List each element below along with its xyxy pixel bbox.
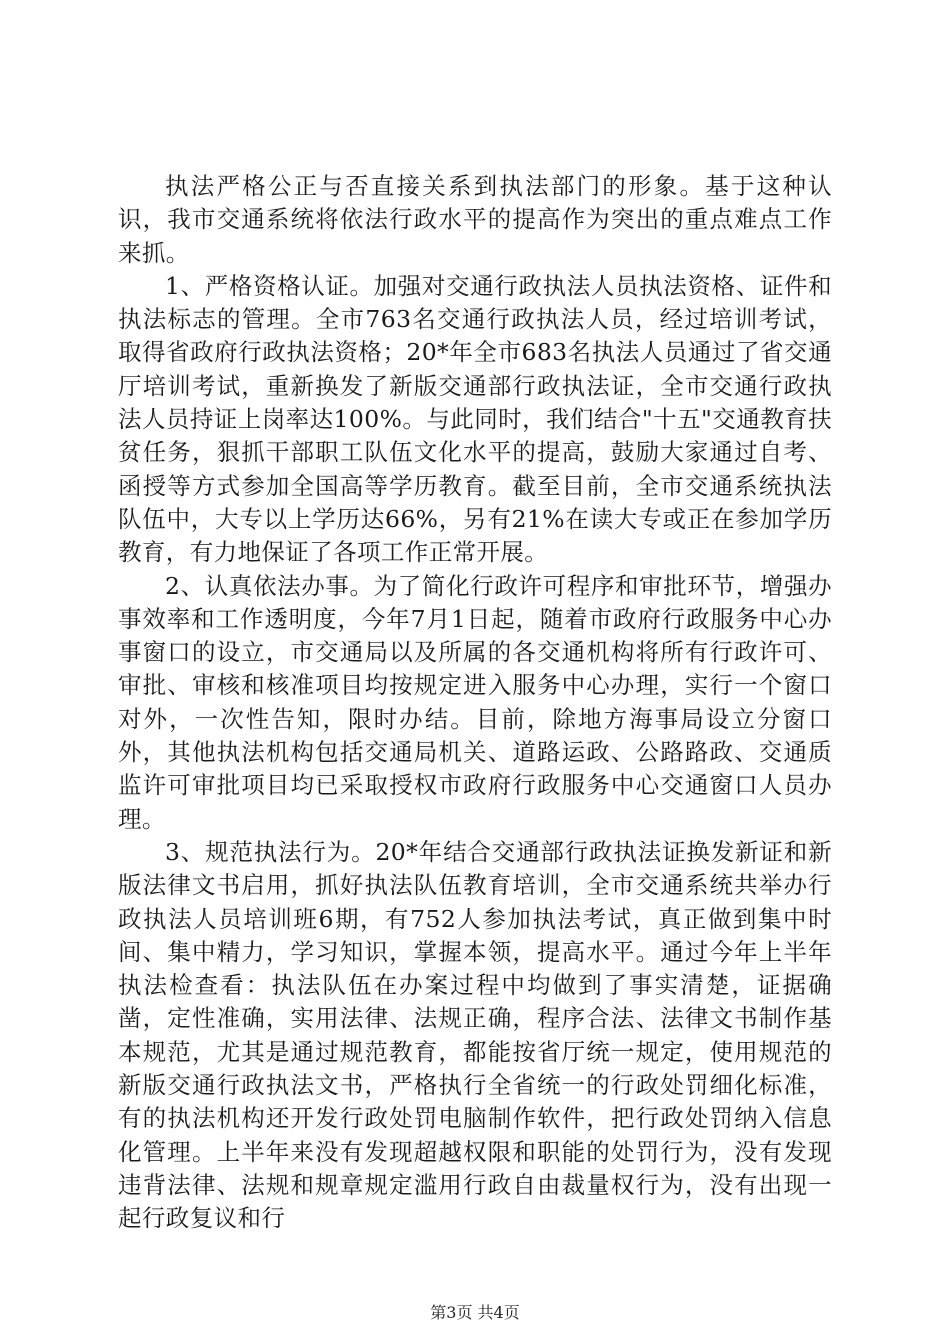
paragraph-intro: 执法严格公正与否直接关系到执法部门的形象。基于这种认识，我市交通系统将依法行政水平的提高作为突出的重点难点工作来抓。 bbox=[118, 172, 832, 267]
paragraph-lawful-handling: 2、认真依法办事。为了简化行政许可程序和审批环节，增强办事效率和工作透明度，今年7月1日起，随着市政府行政服务中心办事窗口的设立，市交通局以及所属的各交通机构将所有行政许可、审批、审核和核准项目均按规定进入服务中心办理，实行一个窗口对外，一次性告知，限时办结。目前，除地方海事局设立分窗口外，其他执法机构包括交通局机关、道路运政、公路路政、交通质监许可审批项目均已采取授权市政府行政服务中心交通窗口人员办理。 bbox=[118, 571, 832, 833]
document-body bbox=[118, 170, 832, 1236]
page-number-footer: 第3页 共4页 bbox=[430, 1303, 520, 1322]
paragraph-qualification: 1、严格资格认证。加强对交通行政执法人员执法资格、证件和执法标志的管理。全市763名交通行政执法人员，经过培训考试，取得省政府行政执法资格；20*年全市683名执法人员通过了省交通厅培训考试，重新换发了新版交通部行政执法证，全市交通行政执法人员持证上岗率达100%。与此同时，我们结合"十五"交通教育扶贫任务，狠抓干部职工队伍文化水平的提高，鼓励大家通过自考、函授等方式参加全国高等学历教育。截至目前，全市交通系统执法队伍中，大专以上学历达66%，另有21%在读大专或正在参加学历教育，有力地保证了各项工作正常开展。 bbox=[118, 271, 832, 567]
paragraph-enforcement-conduct: 3、规范执法行为。20*年结合交通部行政执法证换发新证和新版法律文书启用，抓好执法队伍教育培训，全市交通系统共举办行政执法人员培训班6期，有752人参加执法考试，真正做到集中时间、集中精力，学习知识，掌握本领，提高水平。通过今年上半年执法检查看：执法队伍在办案过程中均做到了事实清楚，证据确凿，定性准确，实用法律、法规正确，程序合法、法律文书制作基本规范，尤其是通过规范教育，都能按省厅统一规定，使用规范的新版交通行政执法文书，严格执行全省统一的行政处罚细化标准，有的执法机构还开发行政处罚电脑制作软件，把行政处罚纳入信息化管理。上半年来没有发现超越权限和职能的处罚行为，没有发现违背法律、法规和规章规定滥用行政自由裁量权行为，没有出现一起行政复议和行 bbox=[118, 837, 832, 1233]
